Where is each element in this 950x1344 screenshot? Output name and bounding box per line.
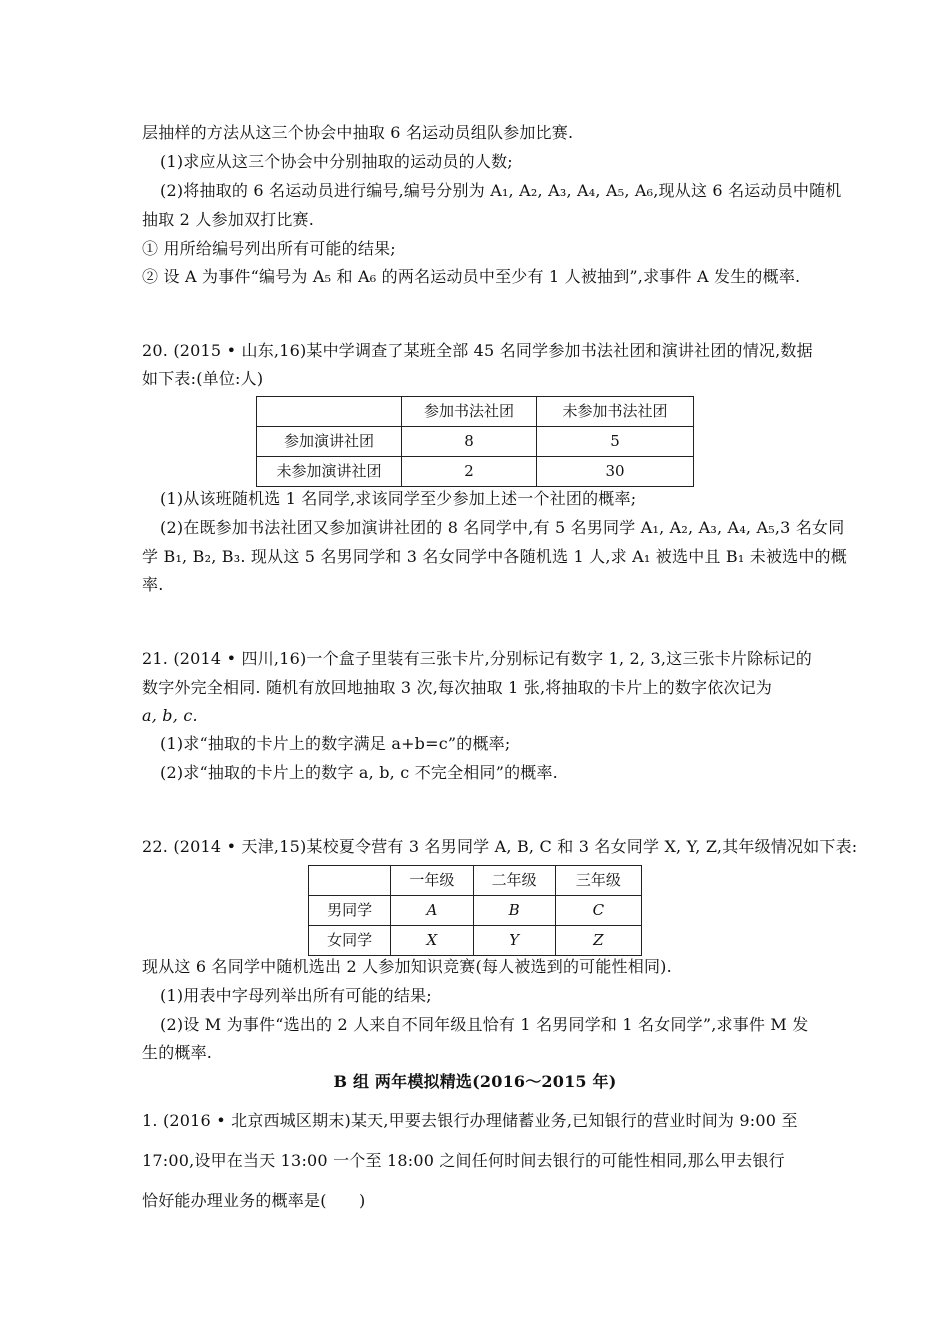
table-row <box>309 926 642 956</box>
table-cell: 未参加演讲社团 <box>257 457 402 487</box>
text-line: 数字外完全相同. 随机有放回地抽取 3 次,每次抽取 1 张,将抽取的卡片上的数字依次记为 <box>142 678 773 697</box>
text-line: 恰好能办理业务的概率是( ) <box>142 1191 366 1210</box>
table-cell: C <box>555 896 641 926</box>
table-row <box>257 427 694 457</box>
table-cell: 8 <box>402 427 537 457</box>
table-row <box>257 457 694 487</box>
text-line: 层抽样的方法从这三个协会中抽取 6 名运动员组队参加比赛. <box>142 123 574 142</box>
table-cell: 2 <box>402 457 537 487</box>
table-cell <box>257 397 402 427</box>
text-line: (2)设 M 为事件“选出的 2 人来自不同年级且恰有 1 名男同学和 1 名女同学”,求事件 M 发 <box>160 1015 809 1034</box>
text-line: (1)求应从这三个协会中分别抽取的运动员的人数; <box>160 152 513 171</box>
text-line: ② 设 A 为事件“编号为 A₅ 和 A₆ 的两名运动员中至少有 1 人被抽到”,求事件 A 发生的概率. <box>142 267 801 286</box>
text-line: (1)从该班随机选 1 名同学,求该同学至少参加上述一个社团的概率; <box>160 489 637 508</box>
text-line: 生的概率. <box>142 1043 213 1062</box>
table-cell: X <box>391 926 473 956</box>
section-heading: B 组 两年模拟精选(2016～2015 年) <box>333 1072 617 1091</box>
table-cell <box>309 866 391 896</box>
table-cell: 二年级 <box>473 866 555 896</box>
text-line: 率. <box>142 575 164 594</box>
table-cell: 未参加书法社团 <box>537 397 694 427</box>
grade-table <box>308 865 642 956</box>
table-cell: 男同学 <box>309 896 391 926</box>
table-cell: B <box>473 896 555 926</box>
text-line: 17:00,设甲在当天 13:00 一个至 18:00 之间任何时间去银行的可能性相同,那么甲去银行 <box>142 1151 785 1170</box>
text-line: (2)将抽取的 6 名运动员进行编号,编号分别为 A₁, A₂, A₃, A₄, A₅, A₆,现从这 6 名运动员中随机 <box>160 181 842 200</box>
club-table <box>256 396 694 487</box>
table-row <box>309 896 642 926</box>
text-line: ① 用所给编号列出所有可能的结果; <box>142 239 396 258</box>
text-line: 现从这 6 名同学中随机选出 2 人参加知识竞赛(每人被选到的可能性相同). <box>142 957 672 976</box>
text-line: (1)求“抽取的卡片上的数字满足 a+b=c”的概率; <box>160 734 511 753</box>
table-cell: 女同学 <box>309 926 391 956</box>
text-line: 1. (2016 • 北京西城区期末)某天,甲要去银行办理储蓄业务,已知银行的营业时间为 9:00 至 <box>142 1111 798 1130</box>
table-cell: Z <box>555 926 641 956</box>
text-line: a, b, c. <box>142 706 198 725</box>
text-line: (2)在既参加书法社团又参加演讲社团的 8 名同学中,有 5 名男同学 A₁, A₂, A₃, A₄, A₅,3 名女同 <box>160 518 845 537</box>
table-cell: 参加演讲社团 <box>257 427 402 457</box>
table-cell: 30 <box>537 457 694 487</box>
table-cell: 5 <box>537 427 694 457</box>
table-header-row <box>257 397 694 427</box>
table-header-row <box>309 866 642 896</box>
text-line: 学 B₁, B₂, B₃. 现从这 5 名男同学和 3 名女同学中各随机选 1 人,求 A₁ 被选中且 B₁ 未被选中的概 <box>142 547 847 566</box>
problem-22-heading: 22. (2014 • 天津,15)某校夏令营有 3 名男同学 A, B, C 和 3 名女同学 X, Y, Z,其年级情况如下表: <box>142 837 858 856</box>
problem-20-heading: 20. (2015 • 山东,16)某中学调查了某班全部 45 名同学参加书法社团和演讲社团的情况,数据 <box>142 341 813 360</box>
text-line: 抽取 2 人参加双打比赛. <box>142 210 315 229</box>
text-line: 如下表:(单位:人) <box>142 369 264 388</box>
table-cell: 三年级 <box>555 866 641 896</box>
text-line: (2)求“抽取的卡片上的数字 a, b, c 不完全相同”的概率. <box>160 763 558 782</box>
text-line: (1)用表中字母列举出所有可能的结果; <box>160 986 432 1005</box>
problem-21-heading: 21. (2014 • 四川,16)一个盒子里装有三张卡片,分别标记有数字 1, 2, 3,这三张卡片除标记的 <box>142 649 812 668</box>
table-cell: A <box>391 896 473 926</box>
table-cell: Y <box>473 926 555 956</box>
table-cell: 参加书法社团 <box>402 397 537 427</box>
table-cell: 一年级 <box>391 866 473 896</box>
